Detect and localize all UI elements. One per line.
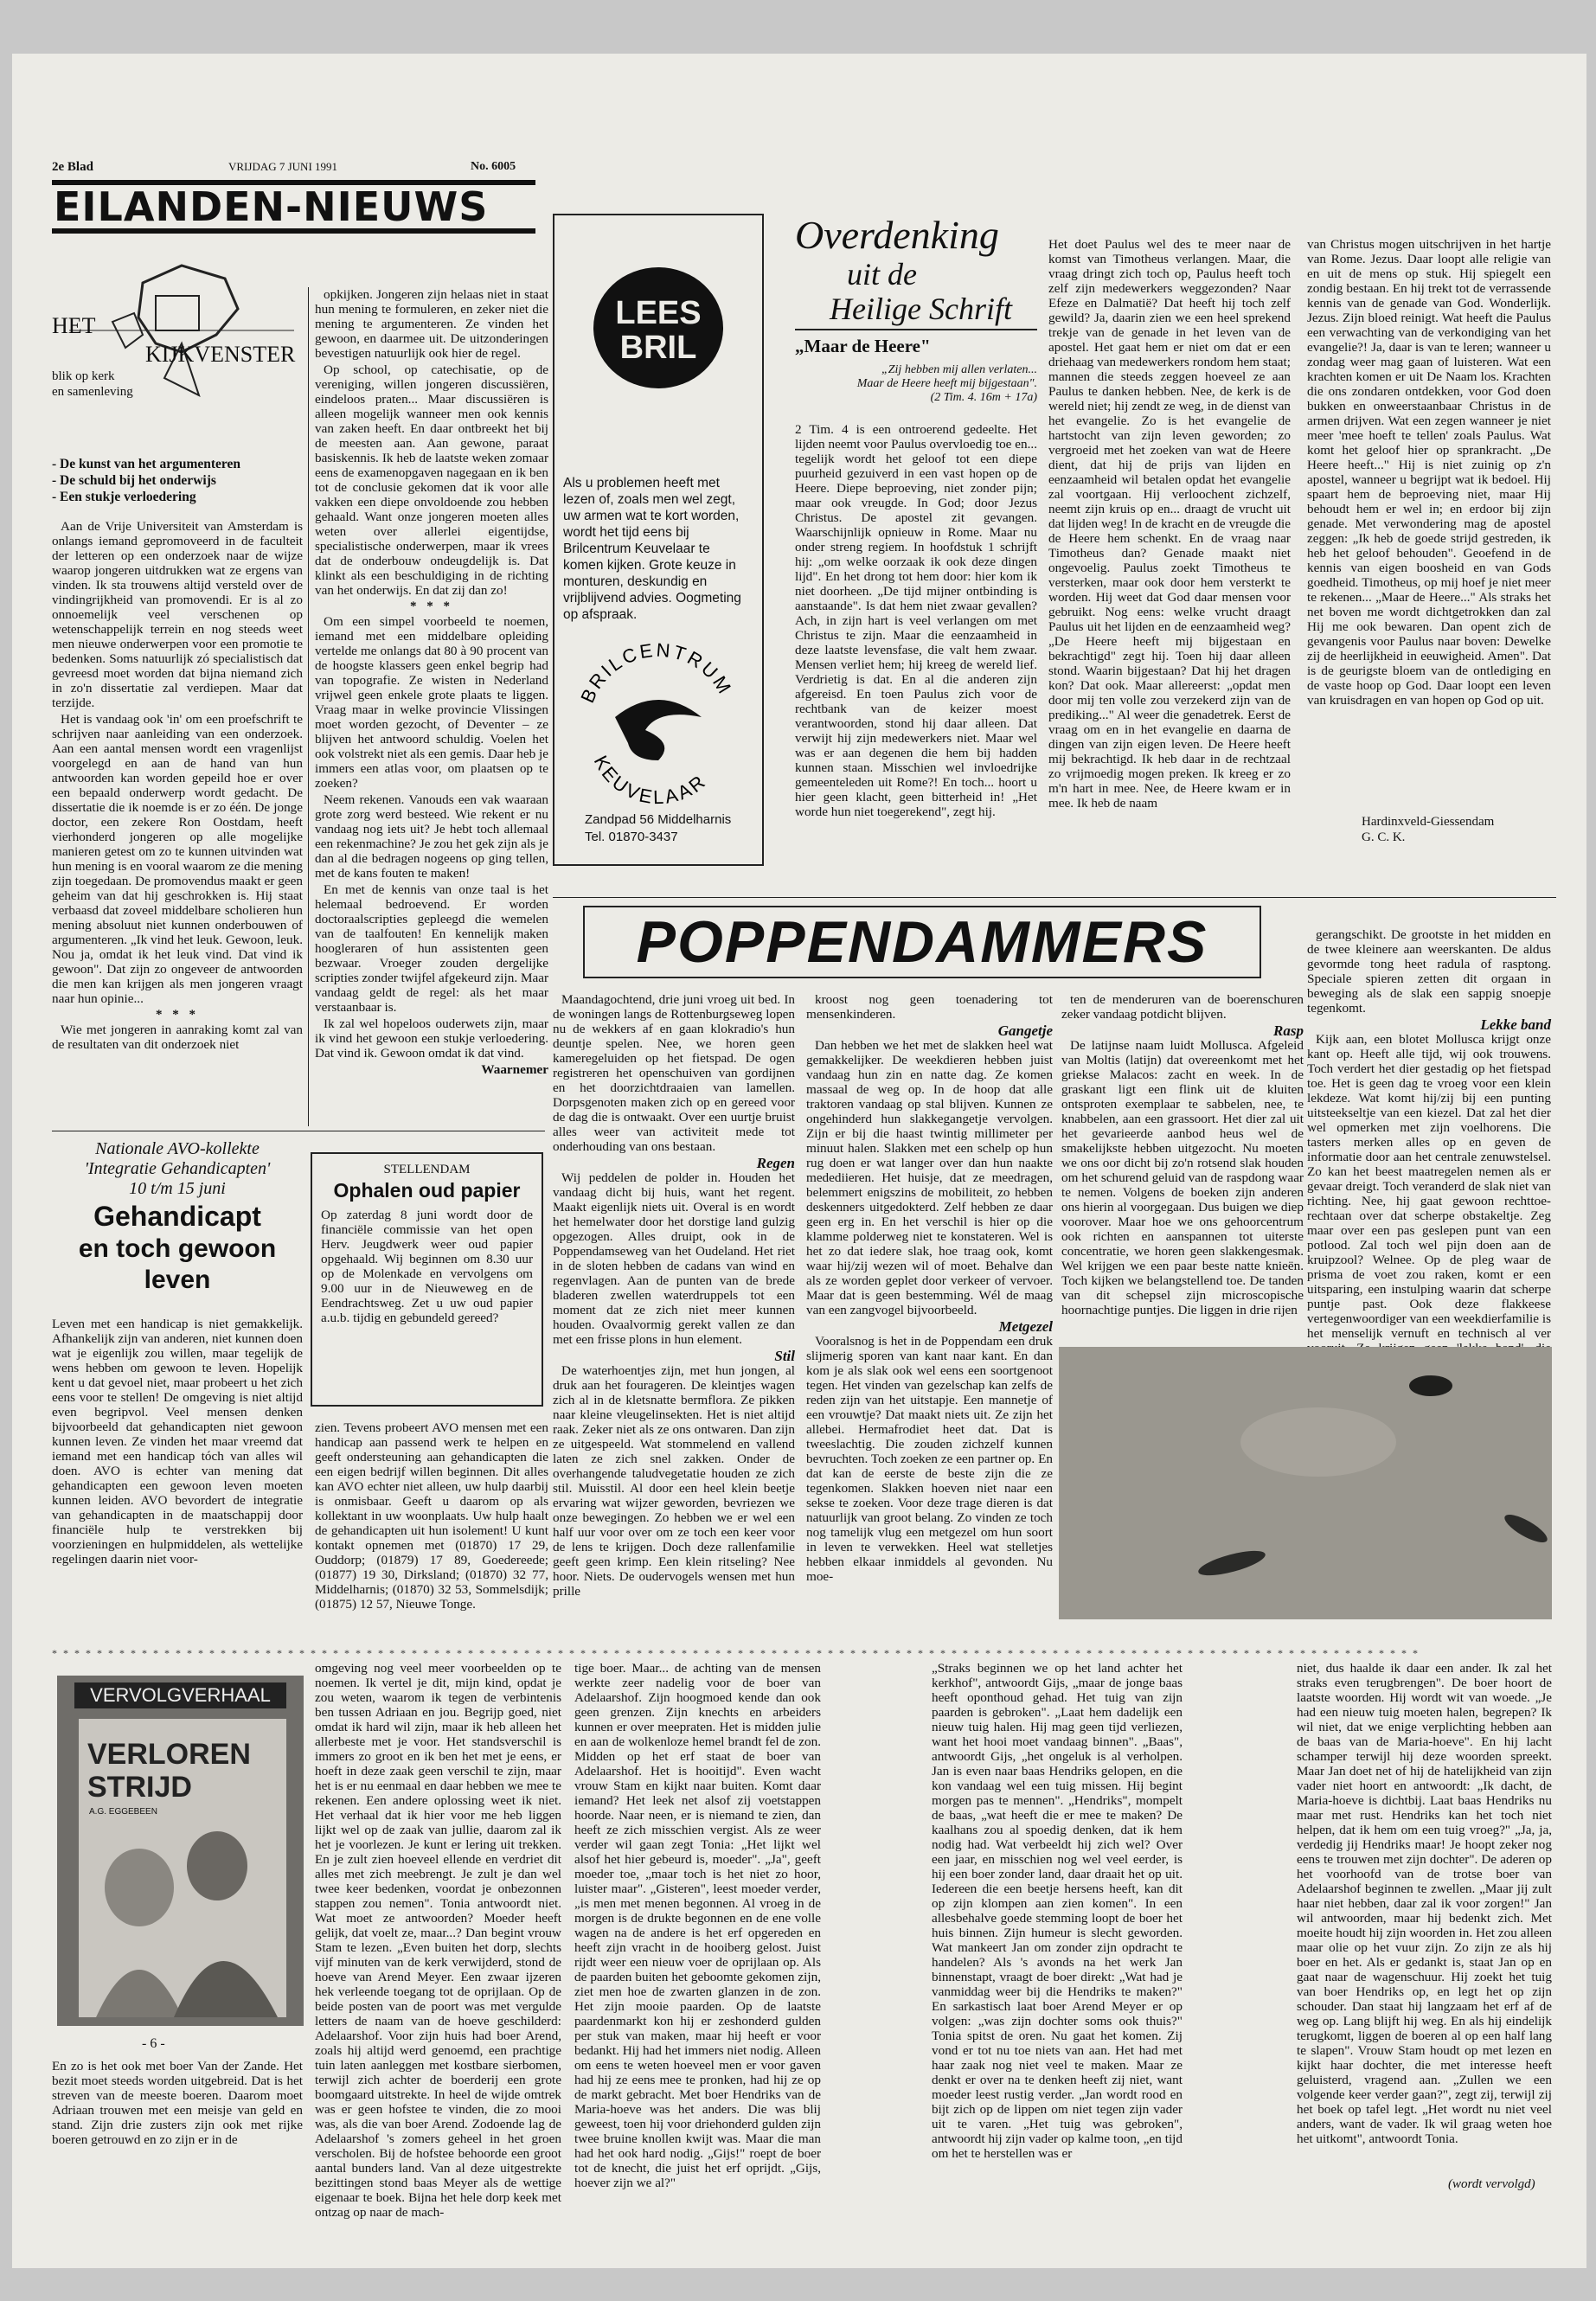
overdenking-col3: van Christus mogen uitschrijven in het hartje van Rome. Jezus. Daar loopt alle religie van en uit de mens op stuk. Hij spiegelt een zondig bestaan. En hij trekt tot de verrassende kennis van de genade van God. Wonderlijk. Jezus. Zijn bloed reinigt. Wat heeft die Paulus een verwachting van de verkondiging van het evangelie?! Ja, daar is van te leren; wanneer u zondag weer mag gaan of luisteren. Wat een krachten komen er uit De Naam los. Krachten die ons zondaren ontdekken, voor God doen bukken en onweerstaanbaar Christus in de armen drijven. Wat een zegen wanneer je niet meer 'mee hoeft te tellen' zoals Paulus. Wat komt het geloof hier op sprankracht. „De Heere heeft..." Hij is niet zuinig op z'n apostel, wanneer u begrijpt wat ik bedoel. Hij spaart hem de beproeving niet, maar Hij behoudt hem er wel in; en erdoor bij zijn genade. Met verwondering mag de apostel zeggen: „Ik heb de goede strijd gestreden, ik heb het geloof behouden". Geoefend in de kennis van eigen boosheid en van Gods goedheid. Timotheus, op mij hoef je niet meer te rekenen... „Maar de Heere..." Als straks het net boven me wordt dichtgetrokken dan zal Hij me ook bewaren. Dan opent zich de gevangenis voor Paulus naar boven: Dewelke zij de heerlijkheid in eeuwigheid. Amen". Dat is de geurigste bloem van de ontlediging en de vaste hoop op God. Daar loopt een leven van kruisdragen en van hopen op God op uit. [1307,237,1551,708]
kijkvenster-col2-para-4: Neem rekenen. Vanouds een vak waaraan grote zorg werd besteed. Wie rekent er nu vandaag nog iets uit? Je hebt toch allemaal een rekenmachine? Je zou het gek zijn als je dan al die bedragen nogeens op ging tellen, met de kans fouten te maken! [315,792,548,881]
overdenking-col2: Het doet Paulus wel des te meer naar de komst van Timotheus verlangen. Maar, die vraag dringt zich toch op, Paulus heeft toch zelf zijn medewerkers weggezonden? Naar Efeze en Dalmatië? Dat heeft hij toch zelf gewild? Ja, daarin zien we een heel sprekend trekje van de genade in het leven van de apostel. Het gaat hem er niet om dat er een driehaag van medewerkers rondom hem staat; mannen die steeds zeggen hoeveel ze aan Paulus te danken hebben. Nee, de kerk is de wereld niet; hij zendt ze weg, in de dienst van het evangelie. Zo is het evangelie de hartstocht van zijn leven geworden; zo vergroeid met het zoeken van wat de Heere dient, dat hij de prijs van lijden en eenzaamheid wil betalen opdat het evangelie zal voortgaan. Hij verloochent zichzelf, neemt zijn kruis op en... draagt de vrucht uit dat lijden weg! In de kracht en de vreugde die de Heere hem schenkt. En de vraag naar Timotheus dan? Genade maakt niet ongevoelig. Paulus zoekt Timotheus te versterken, maar ook door hem versterkt te worden. Hij weet dat God daar mensen voor gebruikt. Nog eens: welke vrucht draagt Paulus uit het lijden en de eenzaamheid weg? „De Heere heeft mij bijgestaan en bekrachtigd" zegt hij. Toen hij daar alleen stond. Waarin bijgestaan? Dat hij het dragen kon? Dat ook. Maar allereerst: „opdat men door mij ten volle zou verzekerd zijn van de prediking..." Al weer die genadetrek. Eerst de vraag om en in het evangelie en daarna de dingen van zijn eigen leven. De Heere heeft mij bekrachtigd. Ik heb daar in de rechtzaal zo vrijmoedig mogen preken. Ik kreeg er zo m'n hart in mee. Nee, de Heere kwam er in mee. Ik heb de naam [1048,237,1291,811]
overdenking-title-2: uit de [847,257,917,292]
poppendammers-col2-start: kroost nog geen toenadering tot mensenkinderen. [806,992,1053,1022]
brilcentrum-address: Zandpad 56 Middelharnis [585,812,732,827]
overdenking-author: G. C. K. [1362,830,1406,844]
poppendammers-col2 [806,992,1053,1586]
avo-header [52,1139,303,1296]
signature: Waarnemer [481,1062,548,1077]
bullet-1: - De kunst van het argumenteren [52,457,240,471]
avo-line-3: 10 t/m 15 juni [129,1179,226,1198]
regen-heading: Regen [756,1155,795,1171]
newspaper-page [12,54,1586,2268]
leesbril-body: Als u problemen heeft met lezen of, zoals men wel zegt, uw armen wat te kort worden, wordt het tijd eens bij Brilcentrum Keuvelaar te komen kijken. Grote keuze in monturen, deskundig en vrijblijvend advies. Oogmeting op afspraak. [563,476,741,622]
poppendammers-intro: Maandagochtend, drie juni vroeg uit bed. In de woningen langs de Rottenburgseweg lopen nu de wekkers af en gaan klokradio's hun deuntje spelen. Nee, we horen geen kameregeluiden op het fietspad. De ogen registreren het openschuiven van gordijnen en het doorzichtdraaien van lamellen. Dorpsgenoten maken zich op en gereed voor de dag die is ontwaakt. Over een uurtje bruist alles weer van activiteit mede tot onderhouding van ons bestaan. [553,992,795,1154]
avo-col1: Leven met een handicap is niet gemakkelijk. Afhankelijk zijn van anderen, niet kunnen doen wat je eigenlijk zou willen, maar tegelijk de wens hebben om gewoon te leven. Hopelijk kent u dat gevoel niet, maar probeert u het zich eens voor te stellen! De omgeving is niet altijd even begripvol. Veel mensen denken bijvoorbeeld dat gehandicapten niet gewoon kunnen leven. Ze vinden het maar vreemd dat iemand met een handicap tóch van alles wil doen. AVO is echter van mening dat gehandicapten een gewoon leven moeten kunnen leiden. AVO bevordert de integratie van gehandicapten in de maatschappij door financiële hulp te verstrekken bij voorzieningen en hulpmiddelen, als wettelijke regelingen daarin niet voor- [52,1317,303,1567]
vervolgverhaal-col3: tige boer. Maar... de achting van de mensen werkte zeer nadelig voor de boer van Adelaarshof. Zijn hoogmoed kende dan ook geen grenzen. Zijn knechts en arbeiders kunnen er over meepraten. Het is midden julie en aan de wolkenloze hemel brandt fel de zon. Midden op het erf staat de boer van Adelaarshof. Het is hooitijd". Even wacht vrouw Stam en kijkt naar buiten. Komt daar iemand? Het leek net alsof zij voetstappen hoorde. Naar neen, er is niemand te zien, dan heeft ze zich misschien vergist. Als ze weer verder wil gaan zegt Tonia: „Het lijkt wel alsof het hier gebeurd is, moeder". „Ja", geeft moeder toe, „maar toch is het niet zo hoor, luister maar". „Gisteren", leest moeder verder, „is men met menen begonnen. Al vroeg in de morgen is de drukte begonnen en de ene volle wagen na de andere is het erf opgereden en heeft zijn vracht in de hooiberg gelost. Juist rijdt weer een nieuw voer de oprijlaan op. Als de paarden buiten het geboomte gekomen zijn, ziet men hoe de zwarten glanzen in de zon. Het zijn mooie paarden. Op de laatste paardenmarkt kon hij er zeshonderd gulden per stuk van maken, maar hij heeft er voor bedankt. Hij had het immers niet nodig. Alleen om eens te weten hoeveel men er voor gaven had hij ze eens mee te pronken, had hij ze op de markt gebracht. Met boer Hendriks van de Maria-hoeve was het anders. Die was blij geweest, toen hij voor driehonderd gulden zijn twee bruine knollen kwijt was. Maar die man had het ook hard nodig. „Gijs!" roept de boer tot de knecht, die juist het erf oprijdt. „Gijs, hoever zijn we al?" [574,1661,821,2190]
oud-papier-body: Op zaterdag 8 juni wordt door de financiële commissie van het open Herv. Jeugdwerk weer oud papier opgehaald. Wij beginnen om 8.30 uur op de Molenkade en vervolgens om 9.00 uur in de Nieuweweg en de Eendrachtsweg. Zet u uw oud papier a.u.b. tijdig en gebundeld gereed? [321,1208,533,1325]
eye-icon [615,700,702,760]
poppendammers-banner [583,906,1261,978]
kijkvenster-col2 [315,287,548,1077]
rasp-text: De latijnse naam luidt Mollusca. Afgeleid van Moltis (latijn) dat overeenkomt met het griekse Malacos: zacht en week. In de graskant ligt een flink uit de kluiten ontsproten exemplaar te sabbelen, nee, te knabbelen, aan een grassoort. Het dier zal uit het gevarieerde aanbod heus wel de smakelijkste hebben uitgezocht. Nu moeten we ons oor dicht bij zo'n rotsend slak houden om het schurend geluid van de raspdong waar te nemen. Volgens de boeken zijn anderen ons hierin al voorgegaan. Dus buigen we diep voorover. Maar hoe we ons gehoorcentrum ook richten en aanspannen tot uiterste concentratie, we horen geen slakkengesmak. Wel krijgen we een paar beste natte knieën. Toch kijken we belangstellend toe. De tanden van dit schepsel zijn microscopische hoornachtige puntjes. Die liggen in drie rijen [1061,1038,1304,1317]
vervolgverhaal-col4: „Straks beginnen we op het land achter het kerkhof", antwoordt Gijs, „maar de jonge baas heeft oponthoud gehad. Het tuig van zijn paarden is gebroken". „Laat hem dadelijk een nieuw tuig halen. Hij mag geen tijd verliezen, want het hooi moet vandaag binnen". „Baas", antwoordt Gijs, „het ongeluk is al verholpen. Jan is even naar baas Hendriks gelopen, en die kon vandaag wel een tuig missen. Hij begint morgen pas te mennen". „Hendriks", mompelt de baas, „wat heeft die er mee te maken? De kaalhans zou al spoedig denken, dat ik hem nodig had. Wat verbeeldt hij zich wel? Over een jaar, en misschien nog wel veel eerder, is hij een boer zonder land, daar draait het op uit. Iedereen die een beetje hersens heeft, kan dit op zijn klompen aan zien komen". In een allesbehalve goede stemming loopt de boer het huis binnen. Zijn humeur is slecht geworden. Wat mankeert Jan om zonder zijn opdracht te handelen? Als 's avonds na het werk Jan binnenstapt, vraagt de boer direkt: „Wat had je vanmiddag weer bij die Hendriks te maken?" En sarkastisch laat boer Arend Meyer er op volgen: „was zijn dochter soms ook thuis?" Tonia spitst de oren. Nu gaat het komen. Zij vond er tot nu toe niets van aan. Het had met haar zaak nog niet veel te maken. Maar ze denkt er over na te denken heeft zij niet, want moeder leest rustig verder. „Jan wordt rood en bijt zich op de lippen om niet tegen zijn vader uit te varen. „Het tuig was gebroken", antwoordt hij zijn vader op kalme toon, „en tijd om het te herstellen was er [932,1661,1183,2161]
overdenking-headline: „Maar de Heere" [795,336,931,356]
couple-illustration [79,1818,286,2017]
book-title-2: STRIJD [87,1771,192,1804]
svg-text:KEUVELAAR [590,752,711,808]
overdenking-quote [795,363,1037,405]
svg-text:BRILCENTRUM [576,639,736,707]
kijkvenster-col2-para-5: En met de kennis van onze taal is het helemaal bedroevend. Er worden doctoraalscripties gepleegd die wemelen van de taalfouten! En kennelijk maken hoogleraren of hun assistenten geen bezwaar. Vroeger zouden dergelijke scripties zonder twijfel afgekeurd zijn. Maar vandaag geldt de regel: als het maar verstaanbaar is. [315,882,548,1015]
logo-tagline-1: blik op kerk [52,369,115,383]
badge-text-2: BRIL [619,330,697,366]
stil-text: De waterhoentjes zijn, met hun jongen, al druk aan het fourageren. De kleintjes wagen zich al in de kletsnatte bermflora. Ze pikken naar kleine vleugelinsekten. Het is niet altijd raak. Zeker niet als ze ons ontwaren. Dan zijn ze uitgespeeld. Wat stommelend en vallend laten ze zich snel zakken. Onder de overhangende taludvegetatie houden ze zich stil. Muisstil. Al door een heel klein beetje ervaring wat wijzer geworden, bevriezen we onze bewegingen. Zo hebben we er wel een half uur voor over om ze toch een keer voor de lens te krijgen. Doch deze rallenfamilie geeft geen krimp. Een klein ritseling? Nee hoor. Niets. De oudervogels wensen met hun prille [553,1363,795,1599]
bullet-3: - Een stukje verloedering [52,490,196,504]
logo-kijkvenster: KIJKVENSTER [145,342,296,367]
quote-line-2: Maar de Heere heeft mij bijgestaan". [856,377,1037,390]
kijkvenster-para-2: Het is vandaag ook 'in' om een proefschrift te schrijven naar aanleiding van een onderzoek. Aan een aantal mensen wordt een vragenlijst voorgelegd en aan de hand van hun antwoorden kan worden gepeild hoe er over een bepaald onderwerp wordt gedacht. De dissertatie die ik noemde is er zo één. De jonge doctor, een zekere Ron Oostdam, heeft vierhonderd jongeren op alle mogelijke manieren getest om zo te kunnen uitvinden wat hun mening is en vooral waarom ze die mening zijn toegedaan. De promovendus maakt er geen geheim van dat hij geschrokken is. Hij staat verbaasd dat zoveel middelbare scholieren hun mening absoluut niet kunnen onderbouwen of argumenteren. „Ik vind het leuk. Gewoon, leuk. Nou ja, omdat ik het leuk vind. Dat vind ik gewoon". Dat zijn zo ongeveer de antwoorden die men kan krijgen als men jongeren vraagt naar hun opinie... [52,712,303,1006]
kijkvenster-col1 [52,519,303,1054]
brilcentrum-phone: Tel. 01870-3437 [585,830,678,844]
stil-heading: Stil [774,1348,795,1364]
book-title-1: VERLOREN [87,1738,251,1771]
lekke-band-heading: Lekke band [1480,1016,1551,1033]
logo-tagline-2: en samenleving [52,385,133,399]
section-stars: * * * [156,1008,199,1022]
overdenking-col1: 2 Tim. 4 is een ontroerend gedeelte. Het lijden neemt voor Paulus overvloedig toe en... tegelijk wordt het geloof tot een diepe puurheid gezuiverd in een vast hopen op de Heere. Diepe beproeving, niet zonder pijn; maar ook vreugde. In God; door Jezus Christus. De apostel zit gevangen. Waarschijnlijk opnieuw in Rome. Maar nu onder streng regiem. In hoofdstuk 1 schrijft hij: „om welke oorzaak ik ook deze dingen lijd". En het drong tot hem door: hier kom ik niet doorheen. „De tijd mijner ontbinding is aanstaande". Is dat hem niet zwaar gevallen? Ach, in zijn hart is veel verlangen om met Christus te zijn. Maar die eenzaamheid in deze laatste levensfase, die valt hem zwaar. Mensen verliet hem; hij kreeg de wereld lief. Verdrietig is dat. En al die anderen zijn afgereisd. En toen Paulus zich voor de rechtbank van de keizer moest verantwoorden, stond hij daar alleen. Dat verwijt hij zijn medewerkers niet. Maar wel was er aan degenen die hem bij hadden kunnen staan. Misschien wel invloedrijke gemeenteleden uit Rome?! En toch... hoort u hier geen klacht, geen bitterheid in! „Het worde hun niet toegerekend", zegt hij. [795,422,1037,819]
avo-line-1: Nationale AVO-kollekte [95,1139,260,1158]
overdenking-title-1: Overdenking [795,213,999,257]
poppendammers-col3 [1061,992,1304,1319]
lekke-band-text: Kijk aan, een blotet Mollusca krijgt onze kant op. Heeft alle tijd, wij ook trouwens. Toch verdert het dier gestadig op het fietspad toe. Het is geen dag te vroeg voor een klein lekdeze. Wat komt hij/zij bij een punting uitsteekseltje van een kiezel. Dat zal het dier wel opmerken met zijn voelhorens. Die tasters merken alles op en geven de informatie door aan het centrale zenuwstelsel. Zo kan het beest maatregelen nemen als er gevaar dreigt. Toch veranderd de slak niet van richting. Nee, hij gaat gewoon rechttoe-rechtaan over dat scherpe obstakeltje. Zeg maar over een pas geslepen punt van een potlood. Zal toch wel pijn doen aan de kruipzool? Welnee. Op de pleg waar de prisma de voet zou raken, komt er een uitsparing, een instulping waarin dat scherpe puntje past. Ook deze flakkeese vertegenwoordiger van een weekdierfamilie is het menselijk vernuft en technisch al ver [1307,1032,1551,1341]
gangetje-heading: Gangetje [997,1022,1053,1039]
page-label: 2e Blad [52,160,93,174]
avo-head-1: Gehandicapt [93,1201,261,1232]
leesbril-badge [589,263,727,393]
leesbril-ad [553,214,764,866]
quote-reference: (2 Tim. 4. 16m + 17a) [930,391,1037,404]
vervolgverhaal-col2: omgeving nog veel meer voorbeelden op te noemen. Ik vertel je dit, mijn kind, opdat je zou weten, waarom ik tegen de verbintenis ben tussen Adriaan en jou. Begrijp goed, niet omdat ik hard wil zijn, maar ik heb alleen het allerbeste met je voor. Het standsverschil is immers zo groot en ik ben het met je eens, er hoeft in deze zaak geen verschil te zijn, maar het is er nu eenmaal en daar hebben we mee te rekenen. Een andere oplossing weet ik niet. Het verhaal dat ik hier voor me heb liggen lijkt wel op de zaak van jullie, daarom zal ik het je voorlezen. Je kunt er lering uit trekken. En je zult zien hoeveel ellende en verdriet dit alles met zich meebrengt. Je zult je dan wel twee keer bedenken, voordat je onbezonnen stappen zou nemen". Tonia antwoordt niet. Wat moet ze antwoorden? Moeder heeft gelijk, dat voelt ze, maar...? Dan begint vrouw Stam te lezen. „Even buiten het dorp, slechts vijf minuten van de kerk verwijderd, stond de hoeve van Arend Meyer. Een zwaar ijzeren hek verleende toegang tot de oprijlaan. Op de beide posten van de poort was met vergulde letters de naam van de hoeve geschilderd: Adelaarshof. Voor zijn huis had boer Arend, zoals hij altijd werd genoemd, een prachtige tuin laten aanleggen met kostbare sierbomen, terwijl zich achter de boerderij een grote boomgaard uitstrekte. In heel de wijde omtrek was er geen hofstee te vinden, die zo mooi was, als die van boer Arend. Zodoende lag de Adelaarshof 's zomers geheel in het groen verscholen. Bij de hofstee behoorde een groot aantal bunders land. Van al deze uitgestrekte bezittingen stond baas Meyer als de wettige eigenaar te boek. Bijna het hele dorp keek met ontzag op naar de mach- [315,1661,561,2220]
wordt-vervolgd: (wordt vervolgd) [1448,2177,1535,2191]
poppendammers-col4 [1307,927,1551,1387]
keuvelaar-arc-text: KEUVELAAR [589,752,711,809]
poppendammers-col3-start: ten de menderuren van de boerenschuren zeker vandaag potdicht blijven. [1061,992,1304,1022]
vervolgverhaal-box [57,1676,304,2026]
avo-line-2: 'Integratie Gehandicapten' [84,1159,271,1178]
kijkvenster-col2-para-2: Op school, op catechisatie, op de vereniging, willen jongeren discussiëren, eindeloos praten... Maar discussiëren is alleen mogelijk wanneer men ook kennis van zaken heeft. En daar ontbreekt het bij de meesten aan. Aan gewone, paraat basiskennis. Ik heb de laatste weken zomaar eens de examenopgaven nagegaan en ik ben tot de conclusie gekomen dat ik voor alle vakken een diepe onvoldoende zou hebben gehaald. Want onze jongeren moeten alles weten over allerlei eigentijdse, specialistische onderwerpen, maar ik vrees dat de onderbouw ondeugdelijk is. Dat klinkt als een beschuldiging in de richting van het onderwijs. En dat zij dan zo! [315,362,548,598]
gangetje-text: Dan hebben we het met de slakken heel wat gemakkelijker. De weekdieren hebben juist vandaag hun zin en natte dag. Ze komen massaal de weg op. In de hoop dat alle traktoren vandaag op stal blijven. Kunnen ze ongehinderd hun slakkegangetje vervolgen. Zijn er bij die haast twintig millimeter per minuut halen. Slakken met een schelp op hun rug doen er wat langer over dan hun naakte medediieren. Het huisje, dat ze meedragen, belemmert enigszins de mobiliteit, zo hebben deskenners uitgedokterd. Zelf hebben ze daar geen erg in. En het verschil is hier op die klamme polderweg niet te konstateren. Wel is het zo dat iedere slak, hoe traag ook, komt waar hij/zij wezen wil of moet. Behalve dan als ze worden geplet door verkeer of vervoer. Maar dat is geen bestemming. Wél de maag van een zangvogel bijvoorbeeld. [806,1038,1053,1317]
overdenking-title-3: Heilige Schrift [830,292,1012,326]
avo-col2: zien. Tevens probeert AVO mensen met een handicap aan passend werk te helpen en geeft ondersteuning aan gehandicapten die een eigen bedrijf willen beginnen. Dit alles kan AVO echter niet alleen, uw hulp daarbij is onmisbaar. Geeft u daarom op als kollektant in uw woonplaats. Uw hulp haalt de gehandicapten uit hun isolement! U kunt kontakt opnemen met (01870) 17 29, Ouddorp; (01879) 17 89, Goedereede; (01877) 19 30, Dirksland; (01870) 32 77, Middelharnis; (01870) 32 53, Sommelsdijk; (01875) 12 57, Nieuwe Tonge. [315,1420,548,1612]
oud-papier-box [311,1152,543,1407]
badge-text-1: LEES [615,295,702,331]
book-author: A.G. EGGEBEEN [89,1807,157,1817]
kijkvenster-logo [52,248,311,421]
issue-date: VRIJDAG 7 JUNI 1991 [228,160,338,173]
bullet-2: - De schuld bij het onderwijs [52,473,216,488]
slug-photo [1059,1347,1552,1619]
kijkvenster-para-1: Aan de Vrije Universiteit van Amsterdam is onlangs iemand gepromoveerd in de faculteit der letteren op een onderzoek naar de wijze waarop jongeren uitdrukken wat ze ergens van vinden. Ik sta trouwens altijd versteld over de vindingrijkheid van promovendi. Er is al zo onnoemelijk veel verschenen op wetenschappelijk terrein en nog steeds weet men nieuwe onderwerpen voor een promotie te bedenken. Soms natuurlijk zó specialistisch dat gevreesd moet worden dat bijna niemand zich in zo'n dissertatie zal verdiepen. Maar dat terzijde. [52,519,303,710]
poppendammers-col1 [553,992,795,1600]
quote-line-1: „Zij hebben mij allen verlaten... [881,363,1037,376]
page-marker: - 6 - [142,2036,165,2051]
metgezel-text: Vooralsnog is het in de Poppendam een druk slijmerig sporen van kant naar kant. En dan kom je als slak ook wel eens een soortgenoot tegen. Het vinden van gezelschap kan zelfs de reden zijn van het uitstapje. Een mannetje of een vrouwtje? Dat maakt niets uit. Ze zijn het allebei. Hermafrodiet heet dat. Dat is tweeslachtig. Die zouden zichzelf kunnen bevruchten. Toch zoeken ze een partner op. En dat kan de eerste de beste zijn die ze tegenkomen. Slakken hoeven niet naar een sekse te zoeken. Voor deze trage dieren is dat natuurlijk van groot belang. Zo vinden ze toch nog tamelijk vlug een metgezel om hun soort in leven te verwekken. Heel wat stelletjes hebben elkaar inmiddels al gevonden. Nu moe- [806,1334,1053,1584]
kijkvenster-col2-para-3: Om een simpel voorbeeld te noemen, iemand met een middelbare opleiding vertelde me onlangs dat 80 à 90 procent van de hoogste klassers geen enkel begrip had van topografie. Ze wisten in Nederland vrijwel geen enkele grote plaats te liggen. Vraag maar in welke provincie Vlissingen moet worden gezocht, of Deventer – ze blijven het antwoord schuldig. Voelen het ook volstrekt niet als een gemis. Daar heb je immers een atlas voor, om plaatsen op te zoeken? [315,614,548,791]
vervolgverhaal-col1: En zo is het ook met boer Van der Zande. Het bezit moet steeds worden uitgebreid. Dat is het streven van de meeste boeren. Daarom moet Adriaan trouwen met een meisje van geld en stand. Zijn drie zusters zijn ook met rijke boeren getrouwd en zo zijn er in de [52,2059,303,2147]
star-separator: * * * * * * * * * * * * * * * * * * * * * * * * * * * * * * * * * * * * * * * * * * * * * * * * * * * * * * * * * * * * * * * * * * * * * * * * * * * * * * * * * * * * * * * * * * * * * * * * * * * * * * * * * * * * * * * * * * * * * * * * * * [52,1647,1420,1659]
kijkvenster-col1-end: Wie met jongeren in aanraking komt zal van de resultaten van dit onderzoek niet [52,1022,303,1052]
poppendammers-col4-start: gerangschikt. De grootste in het midden en de twee kleinere aan weerskanten. De aldus gevormde tong heet radula of rasptong. Speciale spieren zetten dit orgaan in beweging als de slak een sappig snoepje tegenkomt. [1307,927,1551,1016]
avo-head-2: en toch gewoon leven [78,1234,277,1294]
slugs-image [1059,1347,1552,1619]
brilcentrum-arc-text: BRILCENTRUM [576,638,737,707]
oud-papier-kicker: STELLENDAM [383,1163,471,1176]
metgezel-heading: Metgezel [998,1318,1053,1335]
brilcentrum-logo [563,631,753,812]
masthead: EILANDEN-NIEUWS [52,180,535,234]
issue-number: No. 6005 [471,160,516,173]
overdenking-title [795,214,1046,326]
oud-papier-title: Ophalen oud papier [333,1179,521,1202]
vervolgverhaal-col5: niet, dus haalde ik daar een ander. Ik zal het straks even terugbrengen". De boer hoort de laatste woorden. Hij wordt wit van woede. „Je had een nieuw tuig moeten halen, begrepen? Ik wil niet, dat we enige verplichting hebben aan de baas van de Maria-hoeve". En hij lacht schamper terwijl hij deze woorden spreekt. Maar Jan doet net of hij de hatelijkheid van zijn vader niet hoort en antwoordt: „Ik dacht, de Maria-hoeve is dichtbij. Laat baas Hendriks nu maar met rust. Hendriks kan het toch niet helpen, dat ik hem om een tuig vroeg?" „Ja, ja, verdedig jij Hendriks maar! Je hoopt zeker nog eens te trouwen met zijn dochter". De aderen op het voorhoofd van de trotse boer van Adelaarshof beginnen te zwellen. „Maar jij zult haar niet hebben, daar zal ik voor zorgen!" Jan wil antwoorden, maar hij bedenkt zich. Met moeite houdt hij zijn woorden in. Het zou alleen maar olie op het vuur zijn. Zo zijn ze als hij boer en het. Als er gedankt is, staat Jan op en gaat naar de wagenschuur. Hij zoekt het tuig van boer Hendriks op, en legt het op zijn schouder. Dan staat hij langzaam het erf af de weg op. Lang blijft hij weg. En als hij eindelijk terugkomt, liggen de boeren al op een half lang te slapen". Vrouw Stam houdt op met lezen en kijkt haar dochter, die met interesse heeft geluisterd, vragend aan. „Zullen we een volgende keer verder gaan?", zegt zij, terwijl zij het boek op tafel legt. „Het wordt nu niet veel anders, want de vader. Ik wil graag weten hoe het uitkomt", antwoordt Tonia. [1297,1661,1552,2146]
overdenking-place: Hardinxveld-Giessendam [1362,815,1495,829]
kijkvenster-col2-para-1: opkijken. Jongeren zijn helaas niet in staat hun mening te formuleren, en zeker niet die mening te argumenteren. Ze vinden het gewoon, en daarmee uit. De uitzonderingen bevestigen natuurlijk ook hier de regel. [315,287,548,361]
poppendammers-title: POPPENDAMMERS [636,909,1208,975]
regen-text: Wij peddelen de polder in. Houden het vandaag dicht bij huis, want het regent. Maakt eigenlijk niets uit. Overal is en wordt het hemelwater door het dorstige land gulzig opgezogen. Alles druipt, ook in de Poppendamseweg van het Oudeland. Het riet in de sloten hebben de cadans van wind en regenvlagen. Aan de punten van de brede bladeren zwellen waterdruppels tot een moment dat ze zich niet meer kunnen houden. Ovaalvormig gerekt vallen ze dan met een frisse plons in hun element. [553,1170,795,1347]
book-cover [79,1719,286,2017]
vervolgverhaal-label: VERVOLGVERHAAL [74,1682,286,1708]
section-stars-2: * * * [410,599,453,613]
kijkvenster-bullets [52,456,303,505]
rasp-heading: Rasp [1273,1022,1304,1039]
logo-het: HET [52,313,96,338]
kijkvenster-col2-para-6: Ik zal wel hopeloos ouderwets zijn, maar ik vind het gewoon een stukje verloedering. Dat vind ik. Gewoon omdat ik dat vind. [315,1016,548,1061]
